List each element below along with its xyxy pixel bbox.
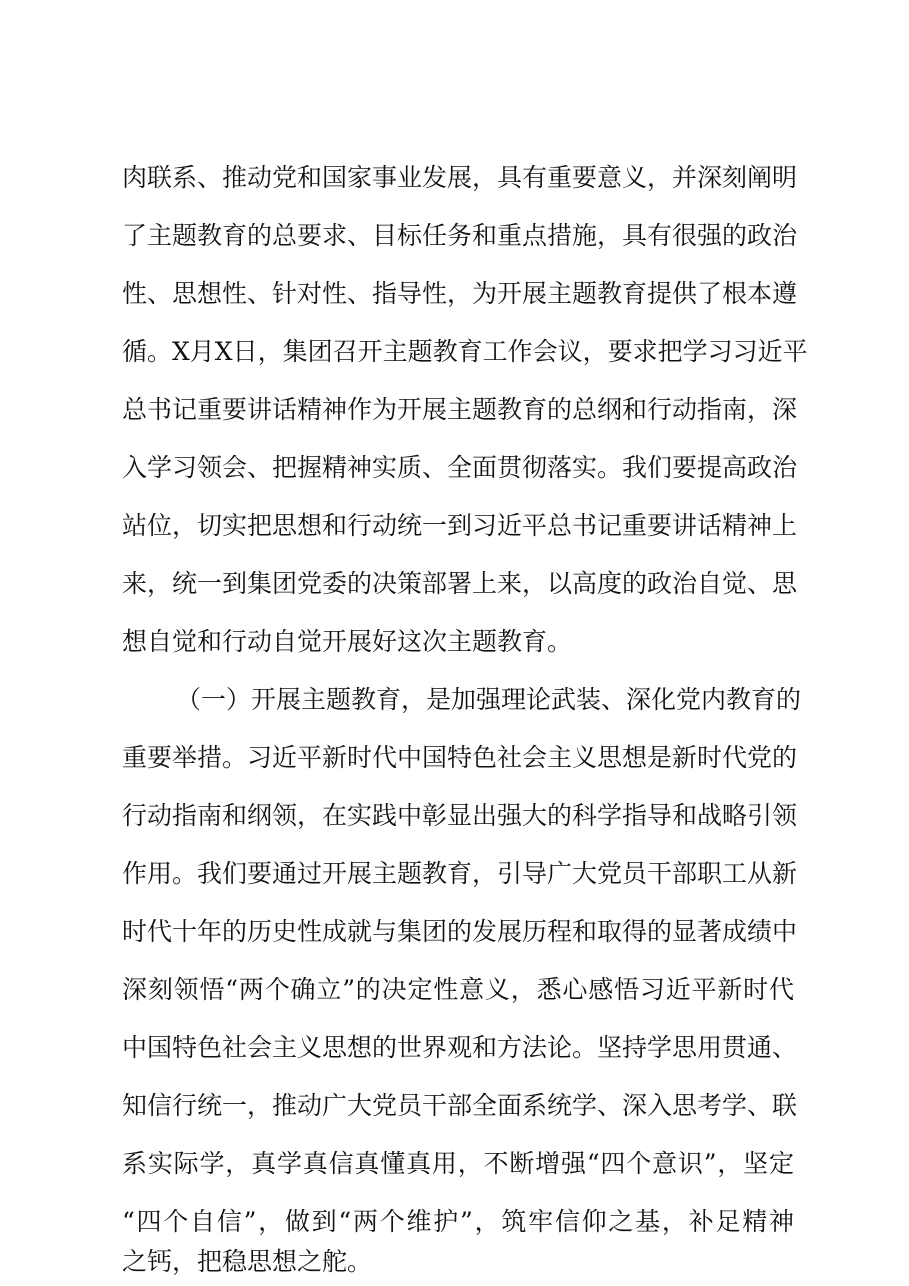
paragraph-2-line-11: 之钙，把稳思想之舵。 (122, 1247, 373, 1276)
paragraph-2-line-5: 时代十年的历史性成就与集团的发展历程和取得的显著成绩中 (122, 917, 798, 946)
paragraph-1-line-8: 来，统一到集团党委的决策部署上来，以高度的政治自觉、思 (122, 569, 798, 598)
paragraph-1-line-5: 总书记重要讲话精神作为开展主题教育的总纲和行动指南，深 (122, 395, 798, 424)
paragraph-2-line-9: 系实际学，真学真信真懂真用，不断增强“四个意识”，坚定 (122, 1149, 794, 1178)
paragraph-2-line-2: 重要举措。习近平新时代中国特色社会主义思想是新时代党的 (122, 743, 798, 772)
paragraph-2-line-8: 知信行统一，推动广大党员干部全面系统学、深入思考学、联 (122, 1091, 798, 1120)
paragraph-2-line-1: （一）开展主题教育，是加强理论武装、深化党内教育的 (176, 685, 802, 714)
paragraph-2-line-10: “四个自信”，做到“两个维护”，筑牢信仰之基，补足精神 (122, 1207, 794, 1236)
paragraph-2-line-4: 作用。我们要通过开展主题教育，引导广大党员干部职工从新 (122, 859, 798, 888)
paragraph-1-line-2: 了主题教育的总要求、目标任务和重点措施，具有很强的政治 (122, 221, 798, 250)
paragraph-1-line-9: 想自觉和行动自觉开展好这次主题教育。 (122, 627, 573, 656)
paragraph-1-line-1: 肉联系、推动党和国家事业发展，具有重要意义，并深刻阐明 (122, 163, 798, 192)
paragraph-2-line-6: 深刻领悟“两个确立”的决定性意义，悉心感悟习近平新时代 (122, 975, 794, 1004)
paragraph-2-line-3: 行动指南和纲领，在实践中彰显出强大的科学指导和战略引领 (122, 801, 798, 830)
paragraph-1-line-4: 循。X月X日，集团召开主题教育工作会议，要求把学习习近平 (122, 337, 808, 366)
paragraph-1-line-3: 性、思想性、针对性、指导性，为开展主题教育提供了根本遵 (122, 279, 798, 308)
paragraph-1-line-6: 入学习领会、把握精神实质、全面贯彻落实。我们要提高政治 (122, 453, 798, 482)
paragraph-1-line-7: 站位，切实把思想和行动统一到习近平总书记重要讲话精神上 (122, 511, 798, 540)
paragraph-2-line-7: 中国特色社会主义思想的世界观和方法论。坚持学思用贯通、 (122, 1033, 798, 1062)
